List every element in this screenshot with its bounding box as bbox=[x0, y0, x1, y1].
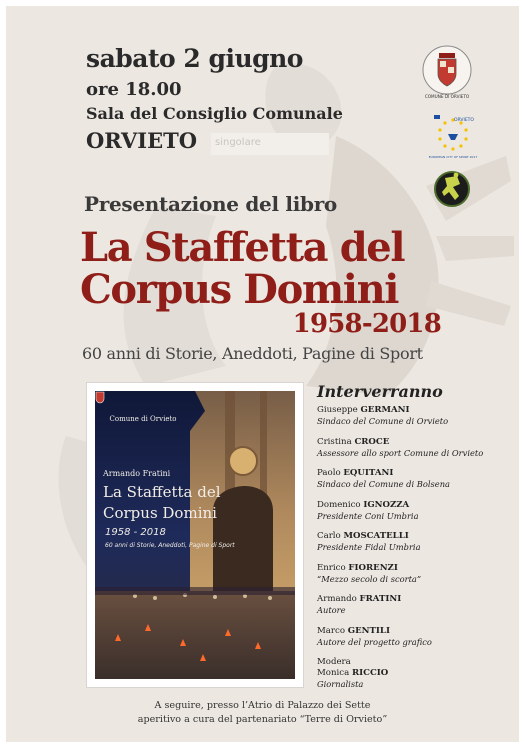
speaker-first-name: Cristina bbox=[317, 436, 352, 447]
speaker-first-name: Carlo bbox=[317, 531, 341, 541]
speaker-last-name: FRATINI bbox=[359, 594, 402, 604]
moderator-item bbox=[317, 657, 517, 689]
speaker-role: “Mezzo secolo di scorta” bbox=[317, 573, 422, 584]
speaker-item bbox=[317, 500, 517, 532]
speaker-last-name: GENTILI bbox=[347, 625, 390, 636]
cover-organization: Comune di Orvieto bbox=[109, 415, 177, 423]
book-cover bbox=[86, 382, 304, 688]
speaker-role: Sindaco del Comune di Orvieto bbox=[317, 416, 449, 426]
speaker-first-name: Marco bbox=[317, 625, 346, 636]
event-venue: Sala del Consiglio Comunale bbox=[86, 104, 343, 123]
moderator-role: Giornalista bbox=[317, 679, 364, 689]
speaker-last-name: MOSCATELLI bbox=[343, 531, 409, 541]
speaker-item bbox=[317, 531, 517, 563]
speaker-role: Sindaco del Comune di Bolsena bbox=[317, 479, 450, 489]
europe-sub-caption: EUROPEAN CITY OF SPORT 2017 bbox=[428, 155, 478, 159]
footer-line2: aperitivo a cura del partenariato “Terre di Orvieto” bbox=[137, 714, 388, 725]
european-city-of-sport-icon bbox=[424, 112, 482, 164]
cover-subtitle: 60 anni di Storie, Aneddoti, Pagine di Sport bbox=[105, 542, 235, 549]
speakers-list bbox=[317, 405, 517, 689]
speaker-first-name: Giuseppe bbox=[317, 405, 358, 415]
moderator-label: Modera bbox=[317, 657, 351, 667]
event-time: ore 18.00 bbox=[86, 79, 182, 100]
presentation-label: Presentazione del libro bbox=[84, 192, 337, 216]
cover-title-line1: La Staffetta del bbox=[103, 483, 221, 501]
moderator-last-name: RICCIO bbox=[351, 668, 389, 678]
speaker-role: Presidente Coni Umbria bbox=[317, 510, 419, 521]
book-title-line1: La Staffetta del bbox=[80, 224, 405, 271]
speaker-role: Assessore allo sport Comune di Orvieto bbox=[317, 447, 484, 458]
speaker-first-name: Armando bbox=[317, 594, 357, 604]
speaker-item bbox=[317, 437, 517, 469]
book-subtitle: 60 anni di Storie, Aneddoti, Pagine di Sport bbox=[82, 344, 423, 363]
speaker-role: Autore del progetto grafico bbox=[317, 636, 432, 647]
book-cover-image bbox=[95, 391, 295, 679]
ghost-text-field: singolare bbox=[211, 133, 329, 155]
speaker-first-name: Domenico bbox=[317, 499, 361, 510]
speaker-item bbox=[317, 626, 517, 658]
cover-title-line2: Corpus Domini bbox=[103, 504, 217, 522]
speaker-item bbox=[317, 468, 517, 500]
speaker-last-name: CROCE bbox=[354, 436, 390, 447]
europe-caption: ORVIETO bbox=[454, 118, 474, 123]
speaker-role: Autore bbox=[317, 605, 346, 615]
speaker-last-name: GERMANI bbox=[360, 405, 410, 415]
speaker-role: Presidente Fidal Umbria bbox=[317, 542, 421, 552]
book-title-line2: Corpus Domini bbox=[80, 266, 399, 313]
book-years: 1958-2018 bbox=[292, 309, 441, 339]
runner-badge-icon bbox=[433, 170, 471, 208]
speaker-last-name: IGNOZZA bbox=[363, 499, 410, 510]
speakers-heading: Interverranno bbox=[317, 382, 443, 401]
speaker-last-name: EQUITANI bbox=[343, 468, 394, 478]
speaker-last-name: FIORENZI bbox=[348, 562, 398, 573]
poster bbox=[6, 6, 519, 742]
cover-author: Armando Fratini bbox=[103, 469, 171, 478]
footer-line1: A seguire, presso l’Atrio di Palazzo dei Sette bbox=[154, 700, 371, 711]
speaker-item bbox=[317, 563, 517, 595]
moderator-first-name: Monica bbox=[317, 668, 350, 678]
speaker-first-name: Paolo bbox=[317, 468, 341, 478]
coat-of-arms-icon bbox=[421, 44, 473, 102]
comune-caption: COMUNE DI ORVIETO bbox=[424, 94, 470, 99]
event-date: sabato 2 giugno bbox=[86, 44, 303, 73]
event-city: ORVIETO bbox=[86, 128, 198, 153]
cover-crest-icon bbox=[95, 391, 105, 404]
speaker-item bbox=[317, 594, 517, 626]
speaker-item bbox=[317, 405, 517, 437]
speaker-first-name: Enrico bbox=[317, 562, 346, 573]
cover-years: 1958 - 2018 bbox=[105, 527, 166, 538]
